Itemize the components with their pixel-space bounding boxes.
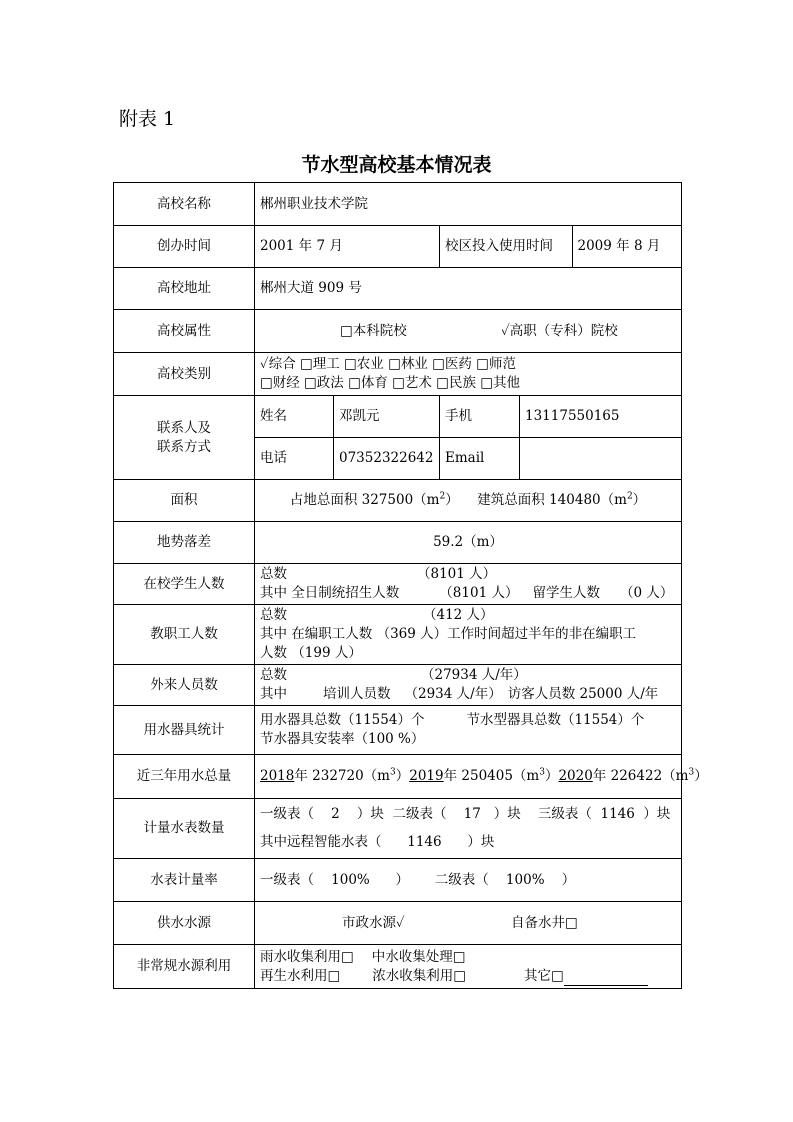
label-usage: 近三年用水总量 bbox=[114, 755, 255, 799]
label-students: 在校学生人数 bbox=[114, 564, 255, 605]
label-mobile: 手机 bbox=[440, 396, 520, 438]
value-supply bbox=[255, 902, 682, 945]
label-email: Email bbox=[440, 438, 520, 480]
value-category bbox=[255, 353, 682, 396]
row-category bbox=[114, 353, 682, 396]
usage-close-3: ） bbox=[694, 768, 708, 784]
land-area-sup: 2 bbox=[439, 491, 446, 502]
value-address: 郴州大道 909 号 bbox=[255, 268, 682, 310]
value-phone: 07352322642 bbox=[334, 438, 440, 480]
label-category: 高校类别 bbox=[114, 353, 255, 396]
label-meter-rate: 水表计量率 bbox=[114, 859, 255, 902]
visitors-trainee-label: 培训人员数 bbox=[323, 686, 391, 702]
label-visitors: 外来人员数 bbox=[114, 665, 255, 706]
label-contact bbox=[114, 396, 255, 480]
label-contact-line-2: 联系方式 bbox=[157, 438, 211, 455]
students-total-value: （8101 人） bbox=[417, 566, 497, 582]
recycled-water: 再生水利用□ bbox=[260, 967, 341, 984]
supply-municipal: 市政水源✓ bbox=[342, 914, 405, 931]
value-attribute bbox=[255, 310, 682, 353]
usage-close-2: ） bbox=[544, 768, 559, 784]
land-area-text: 占地总面积 327500（m bbox=[289, 492, 440, 508]
building-area bbox=[477, 492, 646, 508]
meter-rate-first: 一级表（ 100% ） bbox=[260, 871, 410, 888]
usage-sup-3: 3 bbox=[688, 767, 695, 778]
value-area bbox=[255, 480, 682, 522]
campus-cell bbox=[440, 226, 682, 268]
row-meters bbox=[114, 799, 682, 859]
visitors-trainee-value: （2934 人/年） bbox=[404, 686, 502, 702]
value-founded: 2001 年 7 月 bbox=[255, 226, 440, 268]
row-fixtures bbox=[114, 706, 682, 755]
label-staff: 教职工人数 bbox=[114, 605, 255, 665]
staff-line-3: 人数 （199 人） bbox=[260, 645, 362, 661]
fixtures-install-rate: 节水器具安装率（100 %） bbox=[260, 731, 425, 747]
row-visitors bbox=[114, 665, 682, 706]
label-phone: 电话 bbox=[255, 438, 334, 480]
row-elevation bbox=[114, 522, 682, 564]
value-meters bbox=[255, 799, 682, 859]
label-elevation: 地势落差 bbox=[114, 522, 255, 564]
meters-remote-smart: 其中远程智能水表（ 1146 ）块 bbox=[260, 834, 495, 850]
value-students bbox=[255, 564, 682, 605]
label-fixtures: 用水器具统计 bbox=[114, 706, 255, 755]
row-meter-rate bbox=[114, 859, 682, 902]
greywater-treatment: 中水收集处理□ bbox=[371, 948, 466, 965]
row-address bbox=[114, 268, 682, 310]
other-source: 其它□ bbox=[524, 967, 564, 984]
label-supply: 供水水源 bbox=[114, 902, 255, 945]
students-fulltime-value: （8101 人） bbox=[439, 585, 519, 601]
building-area-text: 建筑总面积 140480（m bbox=[477, 492, 627, 508]
row-area bbox=[114, 480, 682, 522]
value-visitors bbox=[255, 665, 682, 706]
category-line-2: □财经 □政法 □体育 □艺术 □民族 □其他 bbox=[260, 375, 520, 391]
label-contact-name: 姓名 bbox=[255, 396, 334, 438]
staff-line-2: 其中 在编职工人数 （369 人）工作时间超过半年的非在编职工 bbox=[260, 626, 637, 642]
value-elevation: 59.2（m） bbox=[255, 522, 682, 564]
row-school-name bbox=[114, 183, 682, 226]
page-title: 节水型高校基本情况表 bbox=[301, 154, 492, 176]
building-area-sup: 2 bbox=[626, 491, 633, 502]
value-fixtures bbox=[255, 706, 682, 755]
category-line-1: ✓综合 □理工 □农业 □林业 □医药 □师范 bbox=[260, 356, 516, 372]
row-staff bbox=[114, 605, 682, 665]
row-attribute bbox=[114, 310, 682, 353]
appendix-label: 附表 1 bbox=[119, 108, 176, 130]
usage-sup-1: 3 bbox=[390, 767, 396, 778]
row-students bbox=[114, 564, 682, 605]
value-campus-use: 2009 年 8 月 bbox=[572, 226, 681, 267]
row-unconventional bbox=[114, 945, 682, 989]
value-usage bbox=[255, 755, 708, 799]
meters-third-level: 三级表（ 1146 ）块 bbox=[537, 806, 671, 822]
staff-total-value: （412 人） bbox=[423, 607, 494, 623]
label-address: 高校地址 bbox=[114, 268, 255, 310]
value-school-name: 郴州职业技术学院 bbox=[255, 183, 682, 226]
land-area-close: ） bbox=[445, 492, 459, 508]
fixtures-saving-total: 节水型器具总数（11554）个 bbox=[466, 712, 645, 728]
option-vocational: ✓高职（专科）院校 bbox=[501, 322, 618, 339]
value-meter-rate bbox=[255, 859, 682, 902]
visitors-guest: 访客人员数 25000 人/年 bbox=[507, 686, 659, 702]
other-blank-line bbox=[564, 971, 648, 986]
usage-value-1: 年 232720（m bbox=[294, 768, 390, 784]
usage-sup-2: 3 bbox=[539, 767, 545, 778]
label-unconventional: 非常规水源利用 bbox=[114, 945, 255, 989]
usage-close-1: ） bbox=[395, 768, 410, 784]
meters-first-level: 一级表（ 2 ）块 bbox=[260, 806, 384, 822]
rain-harvest: 雨水收集利用□ bbox=[260, 948, 354, 965]
row-usage bbox=[114, 755, 682, 799]
staff-total-label: 总数 bbox=[260, 607, 287, 623]
value-unconventional bbox=[255, 945, 682, 989]
label-contact-line-1: 联系人及 bbox=[157, 419, 211, 436]
option-undergraduate: □本科院校 bbox=[340, 322, 407, 339]
land-area bbox=[290, 492, 459, 508]
usage-value-3: 年 226422（m bbox=[592, 768, 689, 784]
usage-value-2: 年 250405（m bbox=[443, 768, 540, 784]
supply-well: 自备水井□ bbox=[511, 914, 578, 931]
fixtures-total: 用水器具总数（11554）个 bbox=[260, 712, 425, 728]
value-email bbox=[520, 438, 682, 480]
meter-rate-second: 二级表（ 100% ） bbox=[434, 871, 576, 888]
label-campus-use: 校区投入使用时间 bbox=[440, 226, 572, 267]
value-contact-name: 邓凯元 bbox=[334, 396, 440, 438]
value-staff bbox=[255, 605, 682, 665]
usage-year-1: 2018 bbox=[260, 768, 295, 784]
building-area-close: ） bbox=[632, 492, 647, 508]
visitors-total-value: （27934 人/年） bbox=[421, 667, 527, 683]
usage-year-3: 2020 bbox=[558, 768, 593, 784]
row-founded bbox=[114, 226, 682, 268]
label-meters: 计量水表数量 bbox=[114, 799, 255, 859]
value-mobile: 13117550165 bbox=[520, 396, 682, 438]
label-founded: 创办时间 bbox=[114, 226, 255, 268]
label-area: 面积 bbox=[114, 480, 255, 522]
visitors-breakdown-label: 其中 bbox=[260, 686, 287, 702]
label-school-name: 高校名称 bbox=[114, 183, 255, 226]
basic-info-table bbox=[113, 182, 708, 989]
brine-collection: 浓水收集利用□ bbox=[372, 967, 467, 984]
usage-year-2: 2019 bbox=[409, 768, 444, 784]
row-supply bbox=[114, 902, 682, 945]
students-intl-value: （0 人） bbox=[619, 585, 674, 601]
label-attribute: 高校属性 bbox=[114, 310, 255, 353]
students-intl-label: 留学生人数 bbox=[532, 585, 600, 601]
meters-second-level: 二级表（ 17 ）块 bbox=[392, 806, 521, 822]
students-total-label: 总数 bbox=[260, 566, 287, 582]
row-contact-1 bbox=[114, 396, 682, 438]
visitors-total-label: 总数 bbox=[260, 667, 287, 683]
students-fulltime-label: 其中 全日制统招生人数 bbox=[260, 585, 400, 601]
